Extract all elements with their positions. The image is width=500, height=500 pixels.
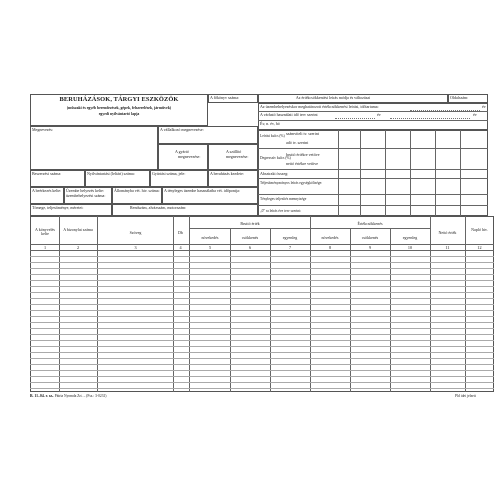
depr-e-label: nettó értékre vetítve: [286, 161, 318, 166]
commissioning-label: Üzembe helyezés kelte:: [66, 188, 104, 193]
colnum-10: 10: [407, 245, 413, 250]
row1-label: Az üzembehelyezéskor meghatározott értékcsökkenési leírási, időtartama:: [260, 104, 379, 109]
supplier-label-2: megnevezése:: [226, 154, 249, 159]
abstract-sum-label: Absztrakt összeg:: [260, 171, 289, 176]
doc-no-label: Beszerzési száma:: [32, 171, 62, 176]
registry-label: Nyilvántartási (leltári) száma:: [87, 171, 135, 176]
form-code: B. 11–04. r. sz.: [30, 394, 53, 398]
row2-unit-1: év: [377, 112, 381, 117]
usage-start-label: A beruházás kezdete:: [210, 171, 244, 176]
colnum-7: 7: [288, 245, 292, 250]
colnum-8: 8: [328, 245, 332, 250]
method-change-label: Az értékcsökkentési leírás módja és változásai: [295, 95, 371, 100]
col-text: Szöveg: [129, 230, 142, 235]
page-number-label: Oldalszám:: [450, 95, 469, 100]
factory-no-label: Gyártási száma, jele:: [152, 171, 186, 176]
depr-c-label: Degresszív kulcs (%): [260, 156, 291, 160]
unit-cost-label: Teljesítményarányos leírás egységköltsége:: [260, 181, 323, 185]
colnum-12: 12: [477, 245, 482, 250]
col-booking-date: A könyvelés kelte: [35, 227, 55, 237]
footer-note: Pld idei jelzett: [455, 394, 476, 398]
naming-field[interactable]: [30, 126, 158, 170]
prop-ref-label: A tényleges üzembe használatba vét. időpontja:: [164, 188, 240, 193]
col-journal-ref: Napló hiv.: [471, 227, 488, 232]
supplier-label: A szállító: [226, 149, 242, 154]
row3-label: Év, n. év, hó: [260, 121, 280, 126]
depr-b-label: adó tv. szerint: [286, 140, 309, 145]
manufacturer-label-2: megnevezése:: [178, 154, 201, 159]
col-depr-inc: növekedés: [321, 235, 339, 240]
row2-unit-2: év: [473, 112, 477, 117]
col-qty: Db: [178, 230, 183, 235]
colnum-3: 3: [134, 245, 137, 250]
depr-a-label: számviteli tv. szerint: [286, 131, 319, 136]
col-depr-bal: egyenleg: [402, 235, 418, 240]
printer-info: – Pátria Nyomda Zrt. – (Fsz.: 3-0231): [52, 394, 107, 398]
col-net-value: Nettó érték: [438, 230, 457, 235]
col-gross-inc: növekedés: [201, 235, 219, 240]
inventory-no-label: A főkönyv száma:: [210, 95, 240, 100]
row2-label: A várható használati idő terv szerint: [260, 112, 318, 117]
form-subtitle: (műszaki és egyéb berendezések, gépek, felszerelések, járművek): [66, 106, 172, 110]
state-prop-label: Állományba vét. hiv. száma:: [114, 188, 160, 193]
placing-doc-label: üzembehelyezési száma:: [66, 193, 106, 198]
colnum-11: 11: [445, 245, 450, 250]
group-depreciation: Értékcsökkenés: [357, 221, 383, 226]
colnum-9: 9: [368, 245, 372, 250]
zero-writeoff-label: „0” ra leírás éve terv szerint:: [260, 209, 302, 213]
group-gross-value: Bruttó érték: [240, 221, 260, 226]
col-gross-dec: csökkenés: [241, 235, 259, 240]
depr-key-label: Leírási kulcs (%): [260, 134, 285, 138]
arrival-date-label: A beérkezés kelte:: [32, 188, 62, 193]
colnum-4: 4: [179, 245, 182, 250]
manufacturer-label: A gyártó: [175, 149, 189, 154]
weight-label: Tömege, teljesítménye, méretei:: [32, 205, 84, 210]
colnum-5: 5: [208, 245, 212, 250]
depr-d-label: bruttó értékre vetítve: [286, 152, 320, 157]
col-depr-dec: csökkenés: [361, 235, 379, 240]
company-label: A vállalkozó megnevezése:: [160, 127, 204, 132]
colnum-1: 1: [43, 245, 47, 250]
colnum-2: 2: [76, 245, 80, 250]
form-subtitle-2: egyedi nyilvántartó lapja: [98, 112, 140, 116]
colnum-6: 6: [248, 245, 252, 250]
naming-label: Megnevezés:: [32, 127, 54, 132]
actual-qty-label: Tényleges teljesítés mennyisége: [260, 197, 307, 201]
form-title: BERUHÁZÁSOK, TÁRGYI ESZKÖZÖK: [59, 96, 179, 103]
row1-unit: év: [482, 104, 486, 109]
col-gross-bal: egyenleg: [282, 235, 298, 240]
plate-no-label: Rendszám, alvázszám, motorszám:: [130, 205, 187, 210]
col-doc-no: A bizonylat száma: [63, 227, 93, 232]
